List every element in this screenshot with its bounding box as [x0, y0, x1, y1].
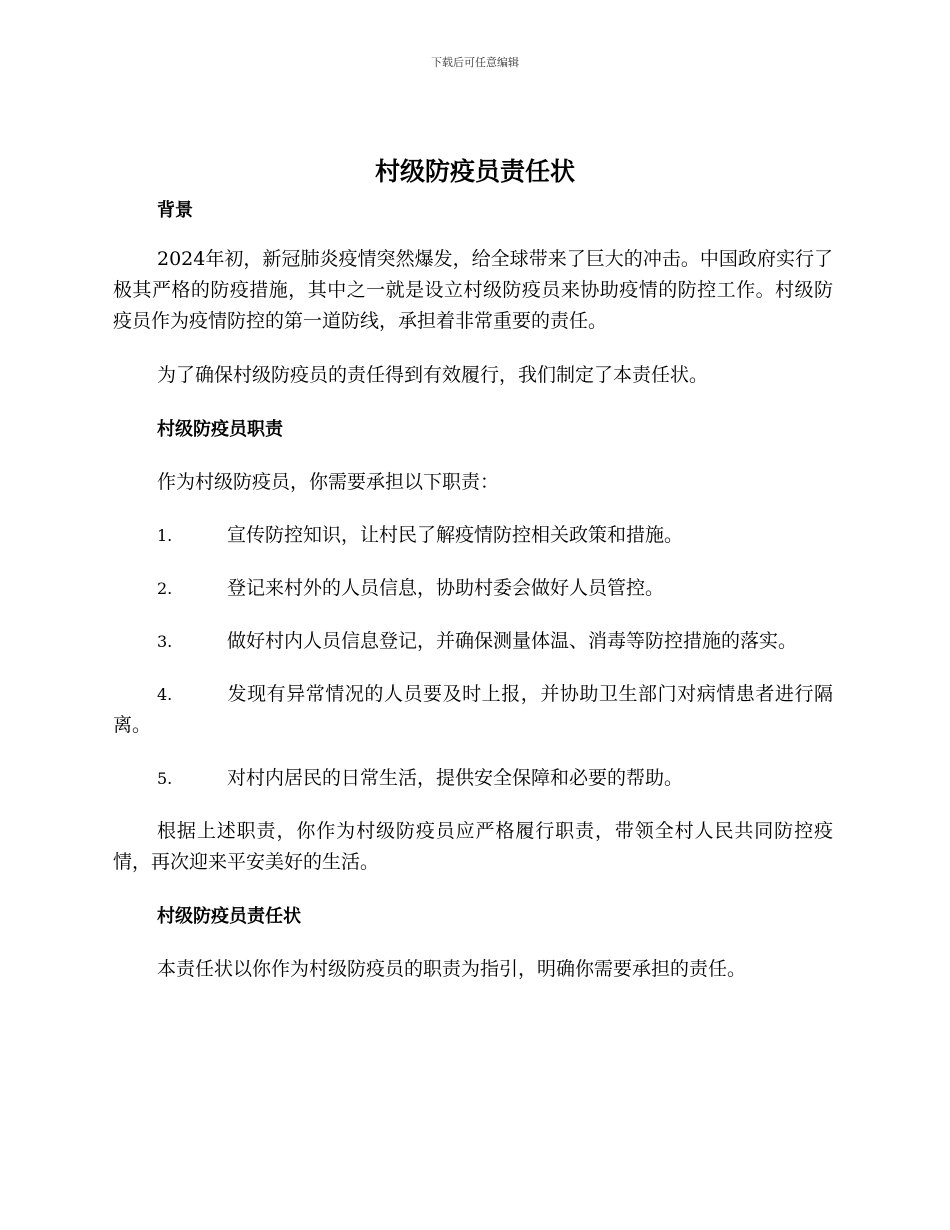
- duty-number: 3.: [157, 632, 173, 651]
- duty-text: 登记来村外的人员信息，协助村委会做好人员管控。: [227, 577, 665, 599]
- duty-number: 4.: [157, 685, 173, 704]
- duty-text: 宣传防控知识，让村民了解疫情防控相关政策和措施。: [227, 524, 684, 546]
- section-heading-background: 背景: [157, 200, 193, 221]
- duty-item-2: [113, 573, 833, 604]
- duty-item-5: [113, 763, 833, 794]
- duty-item-3: [113, 626, 833, 657]
- document-body: [113, 196, 833, 985]
- section-heading-responsibility: 村级防疫员责任状: [157, 906, 301, 927]
- responsibility-paragraph-1: 本责任状以你作为村级防疫员的职责为指引，明确你需要承担的责任。: [157, 958, 747, 980]
- duties-intro: 作为村级防疫员，你需要承担以下职责：: [157, 471, 500, 493]
- duty-text: 发现有异常情况的人员要及时上报，并协助卫生部门对病情患者进行隔离。: [113, 683, 833, 736]
- duty-text: 做好村内人员信息登记，并确保测量体温、消毒等防控措施的落实。: [227, 630, 798, 652]
- background-paragraph-1: 2024年初，新冠肺炎疫情突然爆发，给全球带来了巨大的冲击。中国政府实行了极其严格的防疫措施，其中之一就是设立村级防疫员来协助疫情的防控工作。村级防疫员作为疫情防控的第一道防线，承担着非常重要的责任。: [113, 248, 833, 332]
- duty-number: 5.: [157, 769, 173, 788]
- duty-number: 1.: [157, 526, 173, 545]
- page-header-note: 下载后可任意编辑: [431, 56, 519, 69]
- duty-item-1: [113, 520, 833, 551]
- duty-item-4: [113, 679, 833, 741]
- background-paragraph-2: 为了确保村级防疫员的责任得到有效履行，我们制定了本责任状。: [157, 364, 709, 386]
- document-title: 村级防疫员责任状: [374, 157, 575, 186]
- duty-text: 对村内居民的日常生活，提供安全保障和必要的帮助。: [227, 767, 684, 789]
- duties-conclusion: 根据上述职责，你作为村级防疫员应严格履行职责，带领全村人民共同防控疫情，再次迎来平安美好的生活。: [113, 820, 833, 873]
- duty-number: 2.: [157, 579, 173, 598]
- section-heading-duties: 村级防疫员职责: [157, 419, 283, 440]
